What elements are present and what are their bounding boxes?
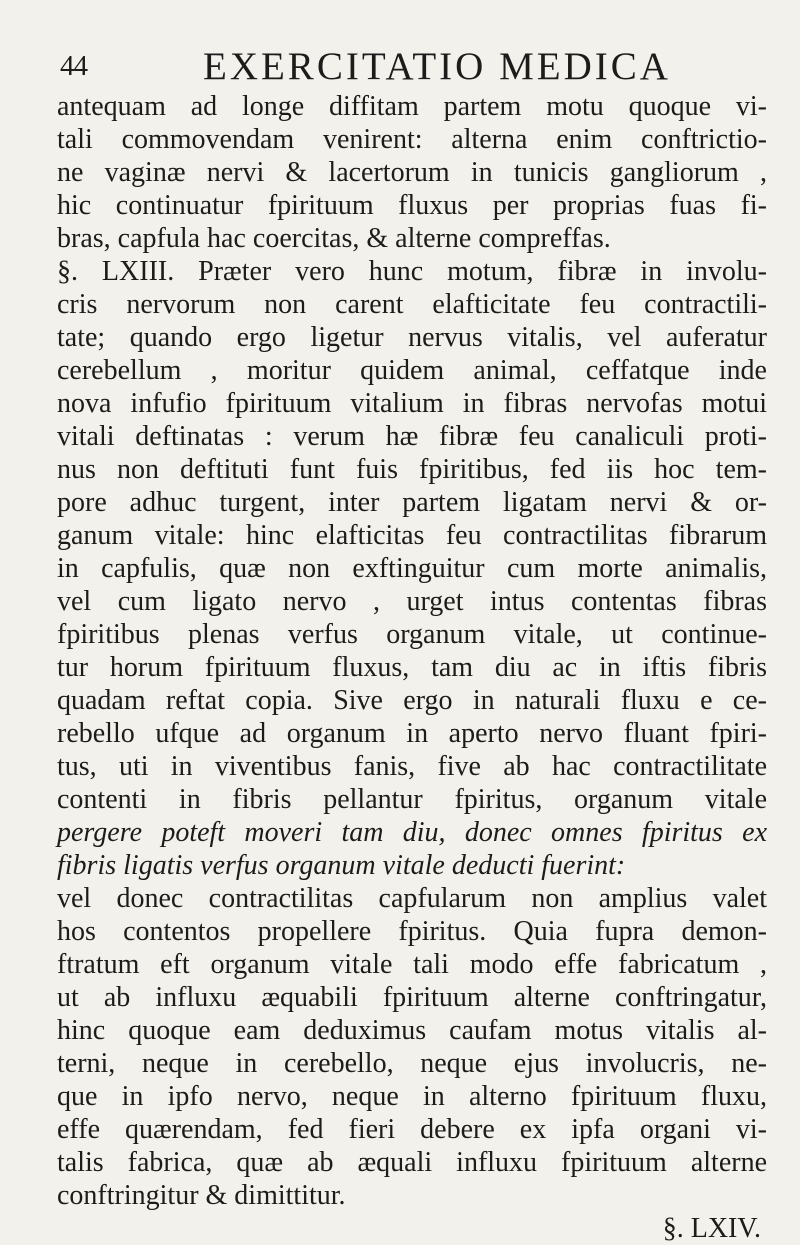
text-line: fpiritibus plenas verfus organum vitale, ut continue- bbox=[57, 619, 767, 650]
text-line: rebello ufque ad organum in aperto nervo fluant fpiri- bbox=[57, 718, 767, 749]
body-text bbox=[57, 90, 767, 1245]
text-line: tus, uti in viventibus fanis, five ab hac contractilitate bbox=[57, 751, 767, 782]
text-line: cerebellum , moritur quidem animal, ceffatque inde bbox=[57, 355, 767, 386]
text-line: tali commovendam venirent: alterna enim conftrictio- bbox=[57, 124, 767, 155]
section-heading-line: §. LXIII. Præter vero hunc motum, fibræ in involu- bbox=[57, 256, 767, 287]
text-line: vel cum ligato nervo , urget intus contentas fibras bbox=[57, 586, 767, 617]
text-line: talis fabrica, quæ ab æquali influxu fpirituum alterne bbox=[57, 1147, 767, 1178]
text-line: ne vaginæ nervi & lacertorum in tunicis gangliorum , bbox=[57, 157, 767, 188]
text-line: quadam reftat copia. Sive ergo in naturali fluxu e ce- bbox=[57, 685, 767, 716]
text-line: conftringitur & dimittitur. bbox=[57, 1180, 346, 1211]
catchword: §. LXIV. bbox=[662, 1213, 761, 1244]
italic-text-line: pergere poteft moveri tam diu, donec omnes fpiritus ex bbox=[57, 817, 767, 848]
text-line: nus non deftituti funt fuis fpiritibus, fed iis hoc tem- bbox=[57, 454, 767, 485]
page-number: 44 bbox=[60, 50, 87, 82]
text-line: bras, capfula hac coercitas, & alterne compreffas. bbox=[57, 223, 611, 254]
text-line: tate; quando ergo ligetur nervus vitalis, vel auferatur bbox=[57, 322, 767, 353]
text-line: contenti in fibris pellantur fpiritus, organum vitale bbox=[57, 784, 767, 815]
text-line: nova infufio fpirituum vitalium in fibras nervofas motui bbox=[57, 388, 767, 419]
text-line: ftratum eft organum vitale tali modo effe fabricatum , bbox=[57, 949, 767, 980]
page-header bbox=[58, 44, 758, 90]
text-line: vel donec contractilitas capfularum non amplius valet bbox=[57, 883, 767, 914]
text-line: antequam ad longe diffitam partem motu quoque vi- bbox=[57, 91, 767, 122]
running-title: EXERCITATIO MEDICA bbox=[203, 45, 671, 88]
text-line: cris nervorum non carent elafticitate feu contractili- bbox=[57, 289, 767, 320]
text-line: vitali deftinatas : verum hæ fibræ feu canaliculi proti- bbox=[57, 421, 767, 452]
text-line: hic continuatur fpirituum fluxus per proprias fuas fi- bbox=[57, 190, 767, 221]
italic-text-line: fibris ligatis verfus organum vitale deducti fuerint: bbox=[57, 850, 626, 881]
text-line: que in ipfo nervo, neque in alterno fpirituum fluxu, bbox=[57, 1081, 767, 1112]
text-line: pore adhuc turgent, inter partem ligatam nervi & or- bbox=[57, 487, 767, 518]
text-line: tur horum fpirituum fluxus, tam diu ac in iftis fibris bbox=[57, 652, 767, 683]
text-line: ut ab influxu æquabili fpirituum alterne conftringatur, bbox=[57, 982, 767, 1013]
text-line: hinc quoque eam deduximus caufam motus vitalis al- bbox=[57, 1015, 767, 1046]
text-line: hos contentos propellere fpiritus. Quia fupra demon- bbox=[57, 916, 767, 947]
text-line: terni, neque in cerebello, neque ejus involucris, ne- bbox=[57, 1048, 767, 1079]
text-line: ganum vitale: hinc elafticitas feu contractilitas fibrarum bbox=[57, 520, 767, 551]
text-line: in capfulis, quæ non exftinguitur cum morte animalis, bbox=[57, 553, 767, 584]
text-line: effe quærendam, fed fieri debere ex ipfa organi vi- bbox=[57, 1114, 767, 1145]
